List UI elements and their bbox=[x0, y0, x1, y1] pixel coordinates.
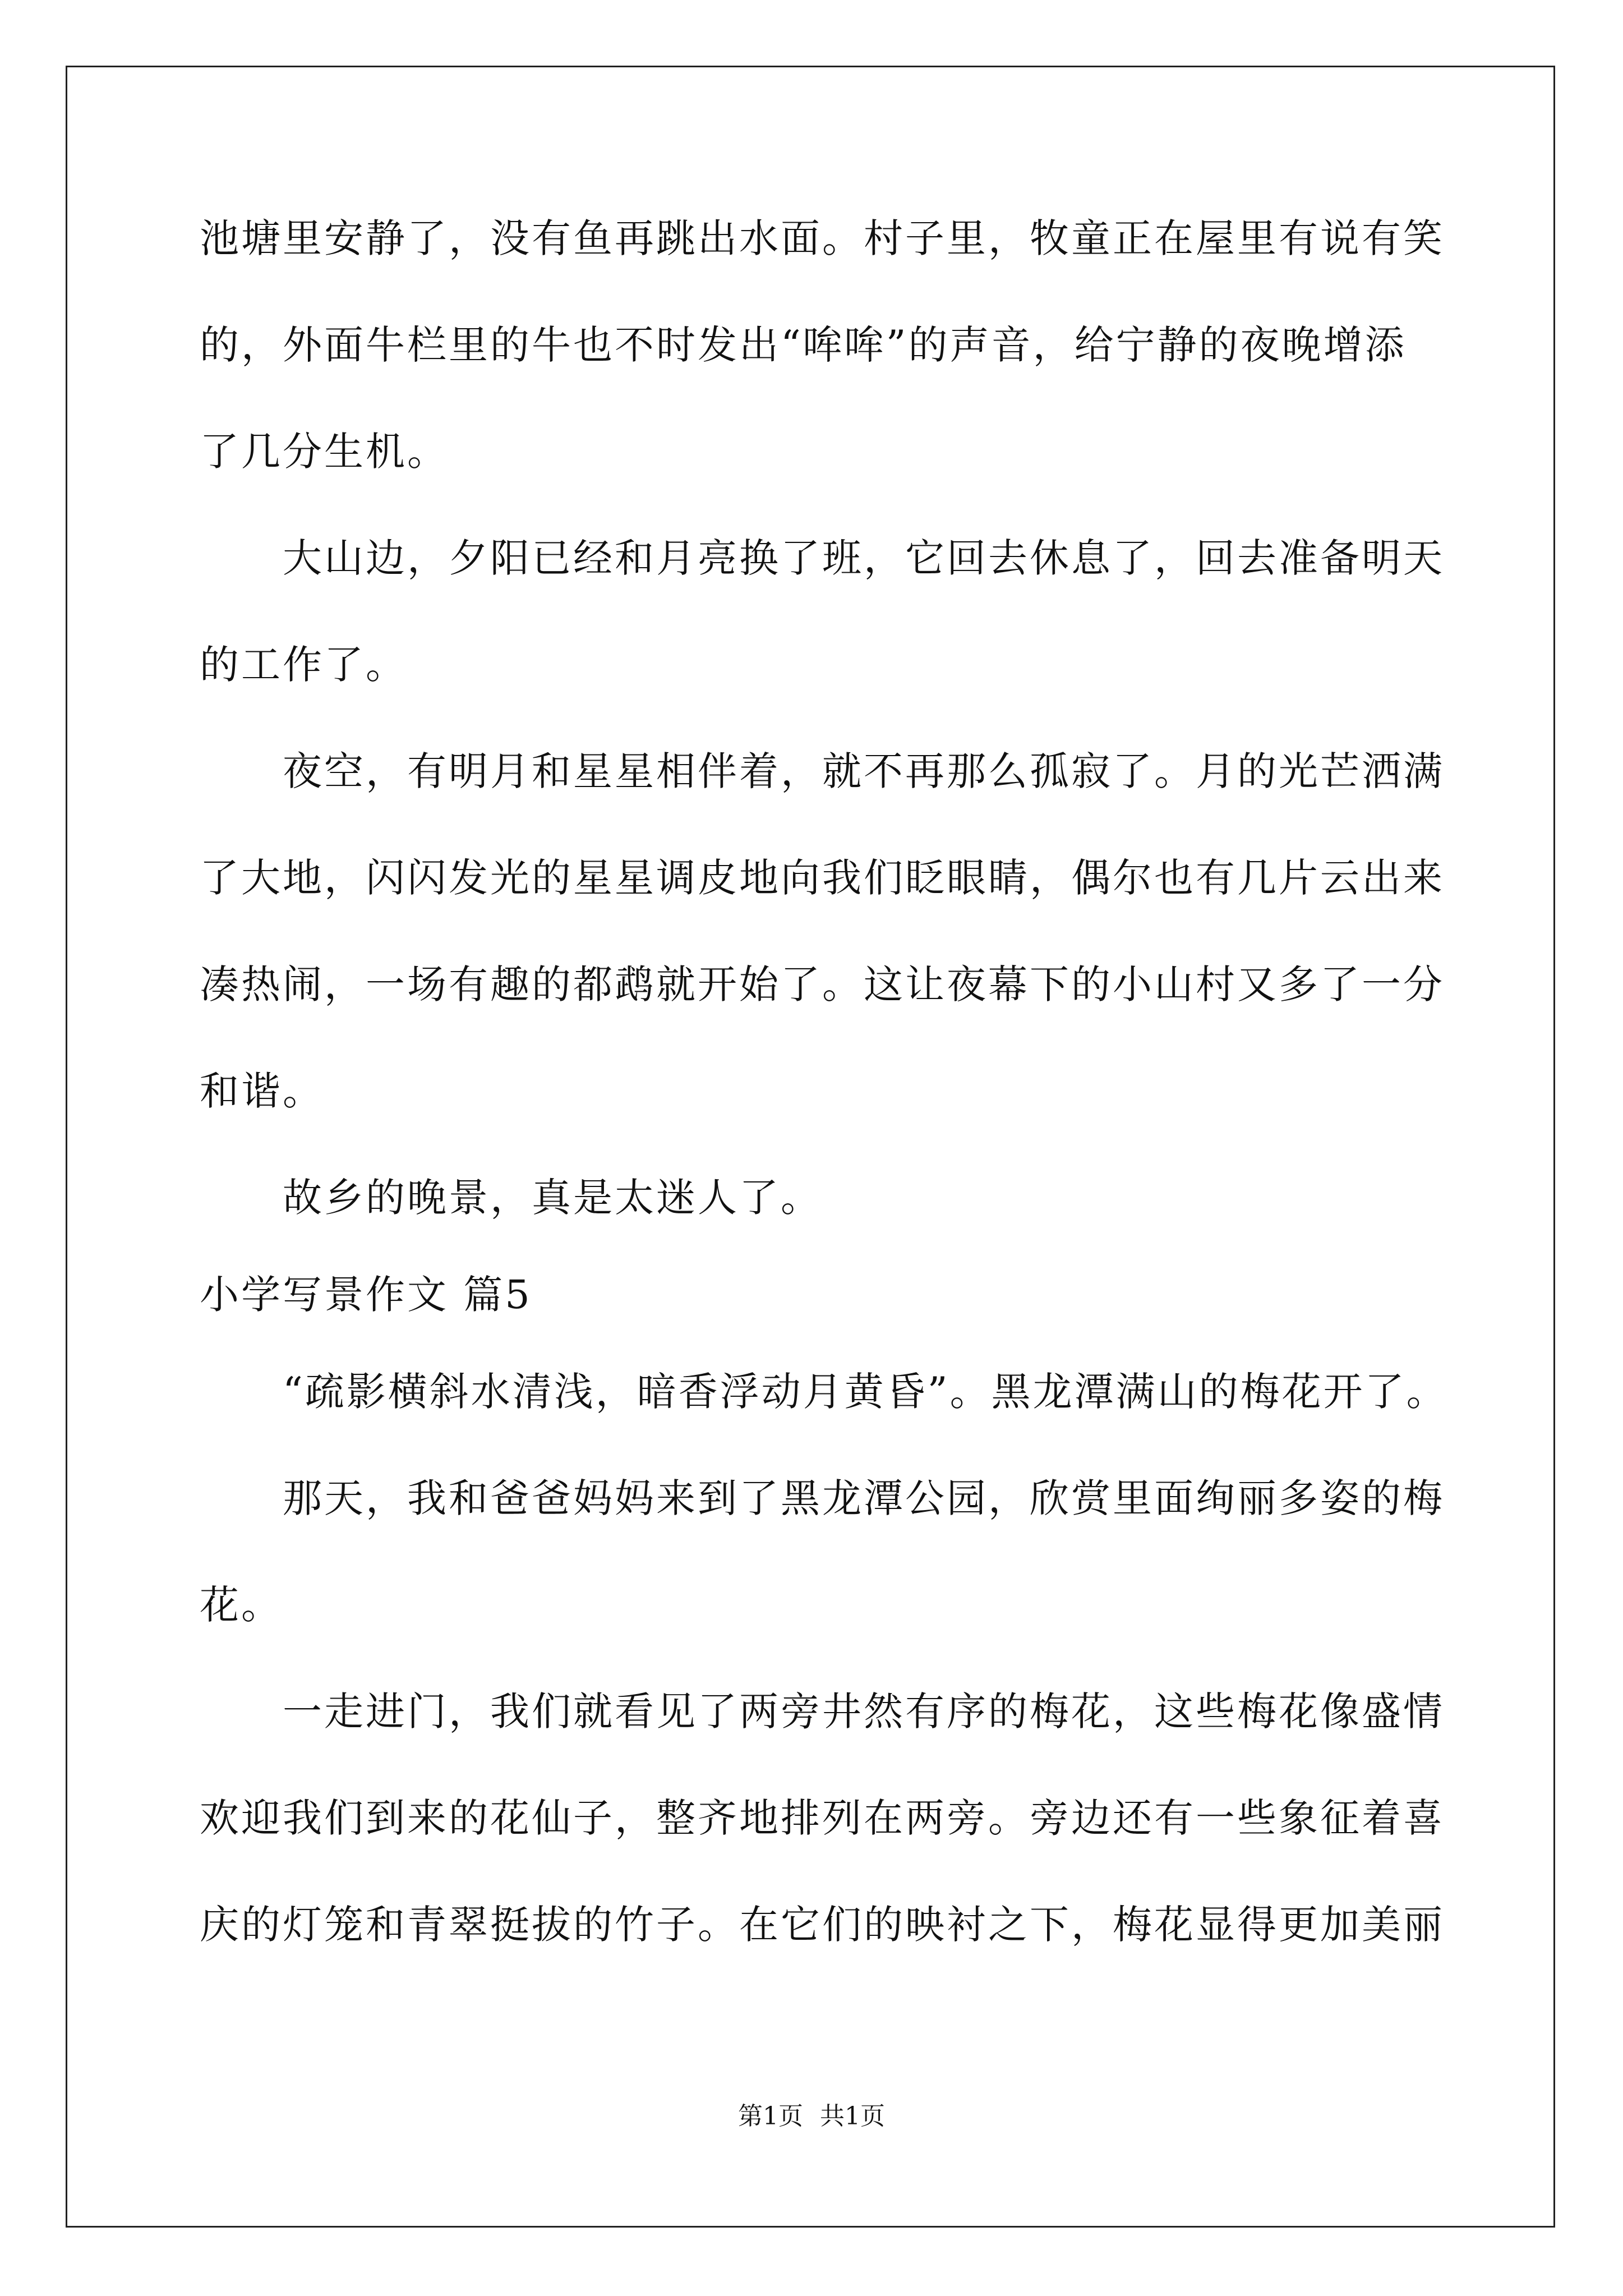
text-line: “疏影横斜水清浅，暗香浮动月黄昏”。黑龙潭满山的梅花开了。 bbox=[200, 1369, 1448, 1415]
page-total: 共1页 bbox=[820, 2102, 885, 2131]
text-line: 池塘里安静了，没有鱼再跳出水面。村子里，牧童正在屋里有说有笑 bbox=[200, 215, 1445, 261]
text-line: 故乡的晚景，真是太迷人了。 bbox=[200, 1175, 822, 1221]
text-line: 欢迎我们到来的花仙子，整齐地排列在两旁。旁边还有一些象征着喜 bbox=[200, 1795, 1445, 1841]
text-line: 的工作了。 bbox=[200, 642, 407, 688]
text-line: 了大地，闪闪发光的星星调皮地向我们眨眼睛，偶尔也有几片云出来 bbox=[200, 855, 1445, 901]
text-line: 花。 bbox=[200, 1582, 283, 1628]
section-heading: 小学写景作文 篇5 bbox=[200, 1272, 532, 1318]
text-line: 的，外面牛栏里的牛也不时发出“哞哞”的声音，给宁静的夜晚增添 bbox=[200, 322, 1407, 368]
document-body bbox=[200, 213, 1448, 1950]
page-footer bbox=[0, 2101, 1623, 2132]
text-line: 凑热闹，一场有趣的都鹉就开始了。这让夜幕下的小山村又多了一分 bbox=[200, 961, 1445, 1007]
text-line: 夜空，有明月和星星相伴着，就不再那么孤寂了。月的光芒洒满 bbox=[200, 748, 1445, 794]
page-number: 第1页 bbox=[738, 2102, 803, 2131]
text-line: 一走进门，我们就看见了两旁井然有序的梅花，这些梅花像盛情 bbox=[200, 1688, 1445, 1734]
text-line: 那天，我和爸爸妈妈来到了黑龙潭公园，欣赏里面绚丽多姿的梅 bbox=[200, 1475, 1445, 1521]
text-line: 和谐。 bbox=[200, 1068, 324, 1114]
text-line: 庆的灯笼和青翠挺拔的竹子。在它们的映衬之下，梅花显得更加美丽 bbox=[200, 1902, 1445, 1948]
text-line: 大山边，夕阳已经和月亮换了班，它回去休息了，回去准备明天 bbox=[200, 535, 1445, 581]
text-line: 了几分生机。 bbox=[200, 429, 449, 475]
